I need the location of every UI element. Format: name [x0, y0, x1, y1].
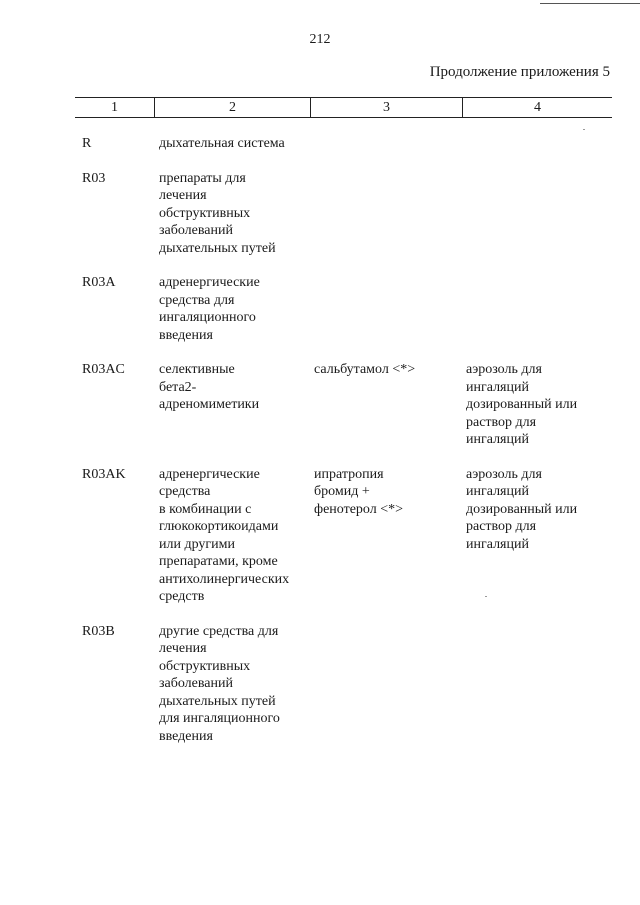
anatomical-group: другие средства для лечения обструктивных заболеваний дыхательных путей для ингаляционного введения — [159, 623, 280, 744]
column-header-3: 3 — [310, 98, 462, 117]
table-row — [82, 623, 622, 746]
dosage-form — [466, 274, 622, 344]
dosage-form — [466, 170, 622, 258]
atc-code: R03AC — [82, 362, 125, 377]
anatomical-group: селективные бета2- адреномиметики — [159, 362, 260, 412]
column-header-2: 2 — [154, 98, 310, 117]
atc-code: R03B — [82, 623, 115, 639]
drug-name — [314, 170, 466, 258]
table-row — [82, 274, 622, 344]
anatomical-group: адренергические средства в комбинации с глюкокортикоидами или другими препаратами, кроме антихолинергических средств — [159, 466, 290, 604]
drug-name — [314, 274, 466, 344]
anatomical-group: препараты для лечения обструктивных заболеваний дыхательных путей — [159, 170, 276, 256]
scan-speck — [485, 596, 487, 597]
table-body — [82, 135, 622, 762]
scan-speck — [583, 129, 585, 130]
drug-name — [314, 623, 466, 746]
table-header — [75, 97, 612, 118]
atc-code: R03A — [82, 275, 116, 290]
scan-edge-mark — [540, 0, 640, 4]
table-row — [82, 361, 622, 449]
table-row — [82, 135, 622, 153]
dosage-form — [466, 135, 622, 153]
atc-code: R — [82, 136, 92, 151]
table-row — [82, 466, 622, 606]
drug-name: сальбутамол <*> — [314, 362, 416, 377]
atc-code: R03AK — [82, 466, 126, 482]
anatomical-group: дыхательная система — [159, 136, 285, 151]
drug-name — [314, 135, 466, 153]
continuation-heading: Продолжение приложения 5 — [429, 64, 610, 80]
anatomical-group: адренергические средства для ингаляционного введения — [159, 275, 260, 343]
column-header-4: 4 — [462, 98, 612, 117]
table-row — [82, 170, 622, 258]
column-header-1: 1 — [111, 100, 118, 115]
dosage-form: аэрозоль для ингаляций дозированный или раствор для ингаляций — [466, 466, 578, 552]
atc-code: R03 — [82, 170, 106, 186]
drug-name: ипратропия бромид + фенотерол <*> — [314, 466, 404, 517]
dosage-form — [466, 623, 622, 746]
page-number: 212 — [309, 32, 331, 47]
dosage-form: аэрозоль для ингаляций дозированный или раствор для ингаляций — [466, 362, 578, 447]
